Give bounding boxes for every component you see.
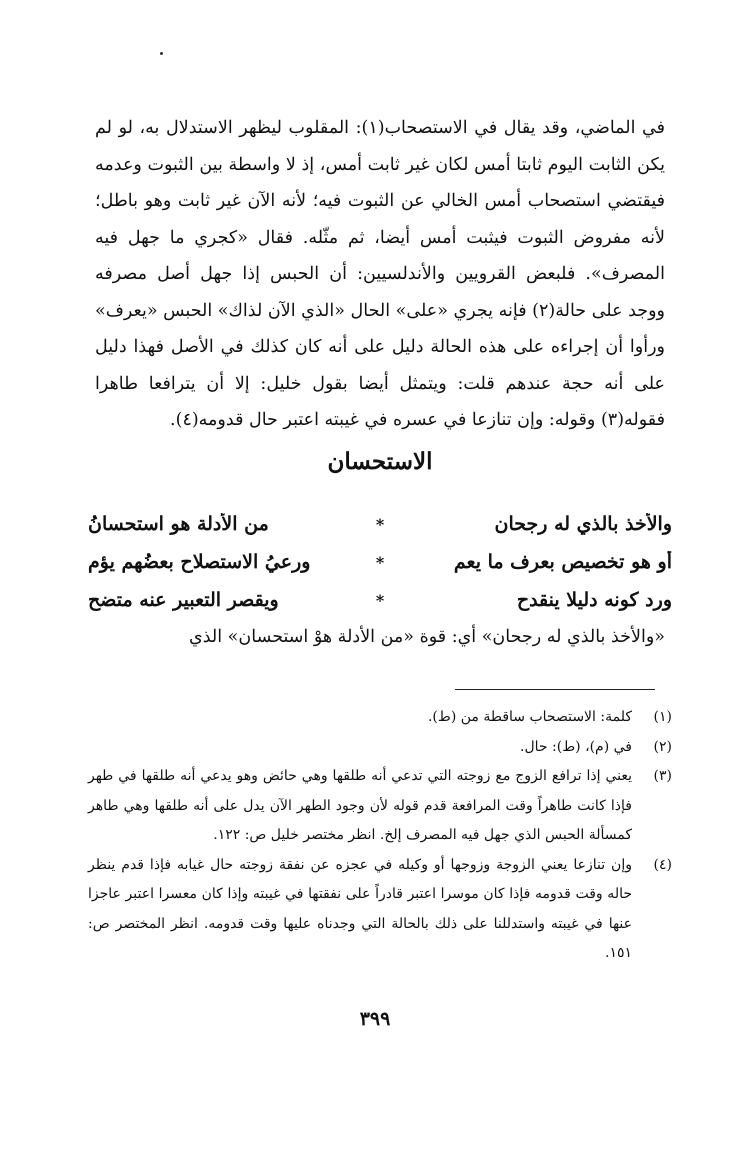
footnote-text: في (م)، (ط): حال. [520, 738, 632, 755]
ink-speck [160, 52, 163, 55]
main-text-block [95, 110, 665, 439]
verse-first-hemistich: ورد كونه دليلا ينقدح [516, 589, 672, 611]
footnote [88, 733, 672, 763]
verse-line [88, 581, 672, 619]
verse-second-hemistich: من الأدلة هو استحسانُ [88, 513, 269, 535]
verse-separator-star: * [375, 590, 385, 610]
verse-first-hemistich: والأخذ بالذي له رجحان [494, 513, 672, 535]
footnote-text: كلمة: الاستصحاب ساقطة من (ط). [427, 709, 632, 725]
verse-line [88, 543, 672, 581]
verse-separator-star: * [375, 514, 385, 534]
footnote-text: وإن تنازعا يعني الزوجة وزوجها أو وكيله في عجزه عن نفقة زوجته حال غيابه فإذا قدم ينظر حاله وقت قدومه فإذا كان موسرا اعتبر قادراً على نفقتها في غيبته وإذا كان معسرا اعتبر عاجزا عنها في غيبته واستدللنا على ذلك بالحالة التي وجدناه عليها وقت قدومه. انظر المختصر ص: ١٥١. [88, 856, 632, 961]
footnote-number: (٢) [653, 738, 672, 755]
section-heading: الاستحسان [327, 448, 433, 475]
footnotes-block [88, 703, 672, 969]
page-number: ٣٩٩ [359, 1008, 391, 1030]
verse-second-hemistich: ويقصر التعبير عنه متضح [88, 589, 279, 611]
verse-separator-star: * [375, 552, 385, 572]
footnote-number: (٤) [653, 856, 672, 873]
footnote [88, 851, 672, 969]
footnote-number: (٣) [653, 768, 672, 784]
verse-first-hemistich: أو هو تخصيص بعرف ما يعم [453, 551, 672, 573]
commentary-line: «والأخذ بالذي له رجحان» أي: قوة «من الأدلة هوْ استحسان» الذي [189, 627, 665, 647]
footnote-text: يعني إذا ترافع الزوج مع زوجته التي تدعي أنه طلقها وهي حائض وهو يدعي أنه طلقها في طهر فإذا كانت طاهراً وقت المرافعة قدم قوله لأن وجود الطهر الآن يدل على أنه طلقها وهي طاهر كمسألة الحبس الذي جهل فيه المصرف إلخ. انظر مختصر خليل ص: ١٢٢. [88, 768, 632, 843]
footnote-separator [455, 689, 655, 690]
main-paragraph: في الماضي، وقد يقال في الاستصحاب(١): المقلوب ليظهر الاستدلال به، لو لم يكن الثابت اليوم ثابتا أمس لكان غير ثابت أمس، إذ لا واسطة بين الثبوت وعدمه فيقتضي استصحاب أمس الخالي عن الثبوت فيه؛ لأنه الآن غير ثابت وهو باطل؛ لأنه مفروض الثبوت فيثبت أمس أيضا، ثم مثّله. فقال «كجري ما جهل فيه المصرف». فلبعض القرويين والأندلسيين: أن الحبس إذا جهل أصل مصرفه ووجد على حالة(٢) فإنه يجري «على» الحال «الذي الآن لذاك» الحبس «يعرف» ورأوا أن إجراءه على هذه الحالة دليل على أنه كان كذلك في الأصل فهذا دليل على أنه حجة عندهم قلت: ويتمثل أيضا بقول خليل: إلا أن يترافعا طاهرا فقوله(٣) وقوله: وإن تنازعا في عسره في غيبته اعتبر حال قدومه(٤). [95, 118, 666, 430]
footnote [88, 703, 672, 733]
verse-block [88, 505, 672, 619]
verse-second-hemistich: ورعيُ الاستصلاح بعضُهم يؤم [88, 551, 311, 573]
verse-line [88, 505, 672, 543]
footnote [88, 762, 672, 851]
footnote-number: (١) [653, 709, 672, 725]
